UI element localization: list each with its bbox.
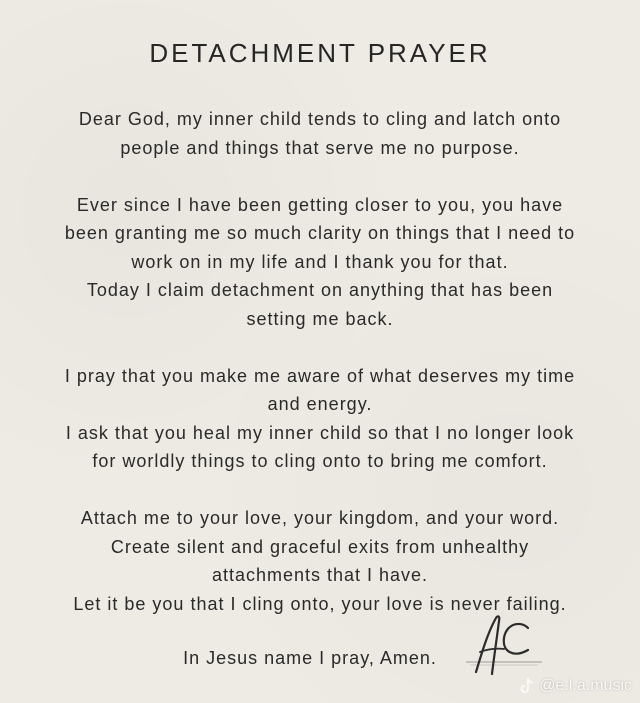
tiktok-watermark xyxy=(519,677,632,695)
signature-monogram xyxy=(462,612,548,680)
prayer-body xyxy=(10,105,630,618)
prayer-line: been granting me so much clarity on things that I need to xyxy=(64,223,576,243)
prayer-line: work on in my life and I thank you for that. xyxy=(131,251,509,272)
prayer-line: I pray that you make me aware of what deserves my time xyxy=(64,365,576,386)
page-title: DETACHMENT PRAYER xyxy=(149,38,491,68)
prayer-line: attachments that I have. xyxy=(211,565,429,585)
prayer-line: I ask that you heal my inner child so that I no longer look xyxy=(65,422,575,443)
prayer-line: Dear God, my inner child tends to cling and latch onto xyxy=(78,109,562,129)
prayer-line: Let it be you that I cling onto, your love is never failing. xyxy=(73,593,567,614)
closing-text: In Jesus name I pray, Amen. xyxy=(183,648,437,668)
paragraph-gap xyxy=(10,476,630,505)
paragraph-gap xyxy=(10,333,630,362)
prayer-line: Today I claim detachment on anything that has been xyxy=(86,280,554,300)
prayer-line: Ever since I have been getting closer to you, you have xyxy=(76,194,564,215)
prayer-line: for worldly things to cling onto to bring me comfort. xyxy=(92,451,548,471)
prayer-line: setting me back. xyxy=(246,308,394,329)
prayer-line: and energy. xyxy=(267,394,373,414)
tiktok-icon xyxy=(519,677,535,695)
watermark-handle: @e.l.a.music xyxy=(539,677,632,694)
prayer-line: Create silent and graceful exits from unhealthy xyxy=(110,536,530,557)
paragraph-gap xyxy=(10,162,630,191)
prayer-line: Attach me to your love, your kingdom, and your word. xyxy=(80,508,560,528)
prayer-line: people and things that serve me no purpose. xyxy=(120,137,520,158)
